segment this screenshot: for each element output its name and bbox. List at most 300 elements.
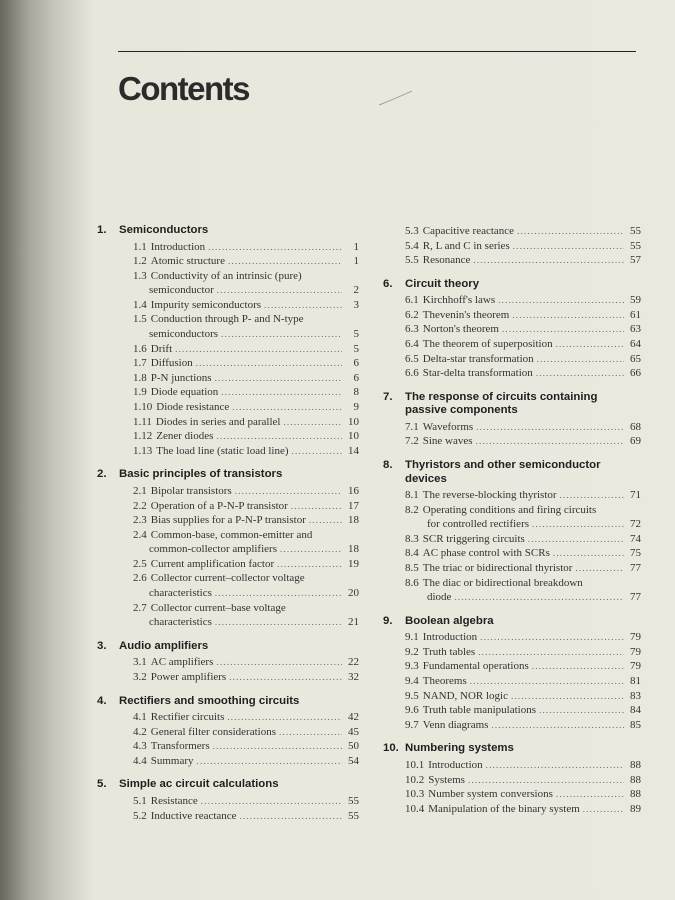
- page-number: 79: [630, 645, 641, 658]
- section-number: 1.9: [133, 386, 147, 399]
- dot-leader: [216, 655, 342, 670]
- toc-entry: [383, 659, 641, 674]
- section-title: The load line (static load line): [156, 444, 289, 457]
- contents-column-right: [383, 224, 641, 826]
- section-number: 7.2: [405, 435, 419, 448]
- section-title-wrap: [149, 542, 345, 557]
- section-number: 10.2: [405, 773, 425, 786]
- section-title: Kirchhoff's laws: [422, 294, 496, 307]
- toc-entry: [97, 615, 359, 630]
- section-title-wrap: [423, 253, 627, 268]
- page-number: 20: [348, 587, 359, 600]
- page-number: 6: [353, 371, 359, 384]
- dot-leader: [292, 444, 342, 459]
- section-title-wrap: [423, 703, 627, 718]
- dot-leader: [264, 298, 342, 313]
- dot-leader: [476, 434, 624, 449]
- section-number: 6.3: [405, 323, 419, 336]
- section-number: 1.8: [133, 371, 147, 384]
- dot-leader: [291, 499, 342, 514]
- section-number: 1.13: [133, 444, 153, 457]
- dot-leader: [486, 758, 624, 773]
- toc-entry: [383, 293, 641, 308]
- toc-entry: [383, 590, 641, 605]
- section-number: 1.12: [133, 430, 153, 443]
- chapter-number: 8.: [383, 459, 393, 472]
- section-title: Diode equation: [150, 386, 219, 399]
- dot-leader: [539, 703, 624, 718]
- toc-entry: [97, 356, 359, 371]
- page-number: 81: [630, 675, 641, 688]
- page-number: 9: [353, 401, 359, 414]
- toc-entry: [97, 499, 359, 514]
- section-title: Resonance: [422, 254, 471, 267]
- section-number: 1.2: [133, 255, 147, 268]
- toc-entry: [97, 710, 359, 725]
- section-number: 3.2: [133, 670, 147, 683]
- section-title: AC amplifiers: [150, 656, 214, 669]
- section-title-wrap: [423, 645, 627, 660]
- section-number: 5.1: [133, 794, 147, 807]
- chapter-section: [383, 615, 641, 733]
- dot-leader: [213, 739, 342, 754]
- toc-entry: [383, 322, 641, 337]
- section-title: The reverse-blocking thyristor: [422, 489, 557, 502]
- section-title-wrap: [423, 488, 627, 503]
- dot-leader: [201, 794, 342, 809]
- chapter-number: 2.: [97, 468, 107, 481]
- page-number: 55: [348, 809, 359, 822]
- section-title-wrap: [428, 802, 627, 817]
- section-title-wrap: [423, 308, 627, 323]
- section-title: Bias supplies for a P-N-P transistor: [150, 514, 306, 527]
- contents-column-left: [97, 224, 359, 833]
- page-number: 42: [348, 711, 359, 724]
- section-number: 10.4: [405, 802, 425, 815]
- section-number: 8.4: [405, 547, 419, 560]
- chapter-section: [97, 640, 359, 685]
- section-title: Venn diagrams: [422, 718, 489, 731]
- section-title-wrap: [151, 342, 345, 357]
- toc-entry: [97, 655, 359, 670]
- section-number: 6.5: [405, 352, 419, 365]
- section-title: Truth table manipulations: [422, 704, 537, 717]
- dot-leader: [502, 322, 624, 337]
- page-number: 88: [630, 758, 641, 771]
- section-title: Transformers: [150, 740, 210, 753]
- section-number: 9.7: [405, 718, 419, 731]
- page-number: 2: [353, 284, 359, 297]
- section-number: 1.4: [133, 298, 147, 311]
- section-title-wrap: [151, 794, 345, 809]
- dot-leader: [513, 239, 624, 254]
- chapter-heading: [383, 742, 641, 756]
- section-title-wrap: [423, 674, 627, 689]
- toc-entry: [97, 586, 359, 601]
- toc-entry: [383, 561, 641, 576]
- section-title: diode: [427, 591, 452, 604]
- section-number: 10.1: [405, 758, 425, 771]
- page-number: 79: [630, 660, 641, 673]
- toc-entry: [383, 488, 641, 503]
- page-number: 55: [348, 794, 359, 807]
- toc-entry: [97, 342, 359, 357]
- section-title: Rectifier circuits: [150, 711, 225, 724]
- dot-leader: [228, 254, 342, 269]
- section-number: 6.1: [405, 294, 419, 307]
- toc-entry: [383, 674, 641, 689]
- section-title: Introduction: [428, 758, 483, 771]
- section-title-wrap: [151, 670, 345, 685]
- dot-leader: [175, 342, 342, 357]
- toc-entry: [97, 385, 359, 400]
- chapter-section: [383, 742, 641, 816]
- chapter-number: 1.: [97, 224, 107, 236]
- section-number: 1.3: [133, 269, 147, 282]
- section-title: Drift: [150, 342, 173, 355]
- toc-entry: [97, 670, 359, 685]
- chapter-section: [383, 391, 641, 449]
- chapter-section: [97, 695, 359, 769]
- section-number: 2.3: [133, 514, 147, 527]
- dot-leader: [556, 337, 624, 352]
- section-title-wrap: [423, 630, 627, 645]
- section-number: 2.7: [133, 601, 147, 614]
- dot-leader: [208, 240, 342, 255]
- section-title-wrap: [149, 586, 345, 601]
- section-title: Bipolar transistors: [150, 484, 232, 497]
- section-title: Introduction: [422, 631, 478, 644]
- chapter-section: [383, 224, 641, 268]
- toc-entry-line: [383, 503, 641, 518]
- toc-entry: [97, 444, 359, 459]
- section-number: 1.5: [133, 313, 147, 326]
- toc-entry: [97, 283, 359, 298]
- page-number: 3: [353, 298, 359, 311]
- toc-entry: [383, 773, 641, 788]
- pen-stroke-mark: [378, 88, 414, 108]
- section-number: 4.3: [133, 740, 147, 753]
- page-number: 6: [353, 357, 359, 370]
- section-number: 5.2: [133, 809, 147, 822]
- toc-entry-line: [97, 269, 359, 284]
- section-title-wrap: [423, 293, 627, 308]
- section-title: Systems: [428, 773, 465, 786]
- section-title: Theorems: [422, 675, 467, 688]
- toc-entry: [97, 429, 359, 444]
- section-title-wrap: [151, 513, 345, 528]
- section-title: Truth tables: [422, 645, 476, 658]
- page-number: 77: [630, 591, 641, 604]
- section-title: Zener diodes: [156, 430, 214, 443]
- chapter-title: Basic principles of transistors: [119, 468, 283, 481]
- page-number: 61: [630, 308, 641, 321]
- dot-leader: [196, 356, 342, 371]
- section-title: P-N junctions: [150, 371, 212, 384]
- section-number: 6.4: [405, 338, 419, 351]
- section-number: 4.2: [133, 725, 147, 738]
- toc-entry: [383, 239, 641, 254]
- section-title: Collector current–base voltage: [150, 601, 286, 614]
- section-title-wrap: [156, 400, 345, 415]
- section-title-wrap: [149, 327, 345, 342]
- toc-entry: [383, 352, 641, 367]
- section-number: 9.3: [405, 660, 419, 673]
- toc-entry: [97, 542, 359, 557]
- book-spine-shadow: [0, 0, 96, 900]
- section-title: Capacitive reactance: [422, 225, 515, 237]
- section-title: Inductive reactance: [150, 809, 237, 822]
- chapter-heading: [97, 640, 359, 654]
- section-title: Number system conversions: [428, 788, 553, 801]
- section-number: 3.1: [133, 656, 147, 669]
- chapter-heading: [383, 278, 641, 292]
- section-title-wrap: [151, 557, 345, 572]
- chapter-section: [97, 224, 359, 458]
- page-number: 72: [630, 518, 641, 531]
- page-number: 83: [630, 689, 641, 702]
- dot-leader: [215, 586, 342, 601]
- section-title: Atomic structure: [150, 255, 225, 268]
- chapter-heading: [97, 468, 359, 482]
- chapter-number: 3.: [97, 639, 107, 652]
- dot-leader: [283, 415, 342, 430]
- section-title: Summary: [150, 754, 194, 767]
- dot-leader: [215, 615, 342, 630]
- section-number: 1.11: [133, 415, 152, 428]
- section-title-wrap: [423, 689, 627, 704]
- toc-entry: [97, 725, 359, 740]
- dot-leader: [498, 293, 624, 308]
- section-title-wrap: [151, 725, 345, 740]
- toc-entry: [97, 809, 359, 824]
- page-number: 1: [353, 240, 359, 253]
- dot-leader: [575, 561, 624, 576]
- page-number: 18: [348, 543, 359, 556]
- section-title: Thevenin's theorem: [422, 308, 510, 321]
- toc-entry: [383, 224, 641, 239]
- dot-leader: [560, 488, 624, 503]
- section-title-wrap: [151, 385, 345, 400]
- toc-entry: [383, 434, 641, 449]
- header-rule: [118, 51, 636, 52]
- section-title: Diodes in series and parallel: [155, 415, 281, 428]
- page-number: 85: [630, 718, 641, 731]
- section-title: characteristics: [149, 616, 212, 629]
- dot-leader: [532, 517, 624, 532]
- section-title: The triac or bidirectional thyristor: [422, 562, 573, 574]
- dot-leader: [476, 420, 624, 435]
- dot-leader: [309, 513, 342, 528]
- toc-entry: [97, 254, 359, 269]
- chapter-heading: [97, 695, 359, 709]
- page-number: 32: [348, 670, 359, 683]
- chapter-title: Thyristors and other semiconductor devices: [405, 459, 601, 485]
- chapter-number: 9.: [383, 614, 393, 627]
- section-number: 9.5: [405, 689, 419, 702]
- dot-leader: [215, 371, 342, 386]
- section-title-wrap: [423, 420, 627, 435]
- section-number: 5.3: [405, 225, 419, 237]
- toc-entry: [383, 787, 641, 802]
- section-title-wrap: [151, 710, 345, 725]
- section-number: 2.1: [133, 484, 147, 497]
- dot-leader: [279, 725, 342, 740]
- toc-entry: [383, 718, 641, 733]
- section-title-wrap: [151, 809, 345, 824]
- chapter-title: Boolean algebra: [405, 614, 494, 627]
- toc-entry: [383, 253, 641, 268]
- section-title-wrap: [151, 655, 345, 670]
- dot-leader: [511, 689, 624, 704]
- dot-leader: [512, 308, 624, 323]
- section-title-wrap: [151, 371, 345, 386]
- section-title: Current amplification factor: [150, 557, 275, 570]
- dot-leader: [235, 484, 342, 499]
- chapter-number: 7.: [383, 390, 393, 403]
- section-number: 8.3: [405, 532, 419, 545]
- page-number: 59: [630, 294, 641, 307]
- section-title-wrap: [156, 429, 345, 444]
- section-title-wrap: [423, 434, 627, 449]
- section-title-wrap: [423, 659, 627, 674]
- section-title-wrap: [423, 352, 627, 367]
- toc-entry-line: [97, 528, 359, 543]
- section-title-wrap: [423, 718, 627, 733]
- section-title: Introduction: [150, 240, 206, 253]
- dot-leader: [536, 366, 624, 381]
- section-title-wrap: [427, 590, 627, 605]
- toc-entry: [383, 366, 641, 381]
- section-title-wrap: [151, 254, 345, 269]
- section-title-wrap: [423, 546, 627, 561]
- section-number: 8.1: [405, 489, 419, 502]
- section-number: 1.1: [133, 240, 147, 253]
- section-title: Conductivity of an intrinsic (pure): [150, 269, 302, 282]
- page-number: 68: [630, 420, 641, 433]
- dot-leader: [478, 645, 624, 660]
- chapter-heading: [97, 778, 359, 792]
- dot-leader: [216, 429, 342, 444]
- section-title: The theorem of superposition: [422, 338, 553, 351]
- page-number: 84: [630, 704, 641, 717]
- chapter-title: Audio amplifiers: [119, 639, 209, 652]
- section-number: 4.1: [133, 711, 147, 724]
- chapter-section: [97, 468, 359, 629]
- section-number: 1.10: [133, 401, 153, 414]
- chapter-title: Circuit theory: [405, 277, 480, 290]
- section-title: R, L and C in series: [422, 239, 510, 252]
- toc-entry: [383, 337, 641, 352]
- chapter-title: Rectifiers and smoothing circuits: [119, 694, 300, 707]
- section-title: AC phase control with SCRs: [422, 547, 550, 560]
- chapter-section: [97, 778, 359, 823]
- dot-leader: [280, 542, 342, 557]
- section-title: Conduction through P- and N-type: [150, 313, 304, 326]
- toc-entry: [97, 557, 359, 572]
- section-title: Impurity semiconductors: [150, 298, 262, 311]
- page-number: 8: [353, 386, 359, 399]
- toc-entry: [97, 513, 359, 528]
- page-number: 55: [630, 225, 641, 237]
- dot-leader: [217, 283, 342, 298]
- section-number: 9.6: [405, 704, 419, 717]
- page-number: 10: [348, 430, 359, 443]
- page-number: 66: [630, 367, 641, 380]
- dot-leader: [277, 557, 342, 572]
- section-number: 10.3: [405, 788, 425, 801]
- chapter-section: [383, 278, 641, 381]
- toc-entry-line: [383, 576, 641, 591]
- chapter-heading: [383, 615, 641, 629]
- toc-entry-line: [97, 312, 359, 327]
- chapter-number: 6.: [383, 277, 393, 290]
- section-title: semiconductor: [149, 284, 214, 297]
- page-number: 21: [348, 616, 359, 629]
- section-title: The diac or bidirectional breakdown: [422, 576, 583, 589]
- page-number: 65: [630, 352, 641, 365]
- toc-entry: [97, 371, 359, 386]
- toc-entry: [97, 739, 359, 754]
- page-number: 54: [348, 754, 359, 767]
- chapter-heading: [383, 391, 641, 418]
- page-number: 63: [630, 323, 641, 336]
- page-number: 22: [348, 656, 359, 669]
- section-title-wrap: [427, 517, 627, 532]
- chapter-title: The response of circuits containing passive components: [405, 390, 598, 417]
- section-title-wrap: [423, 224, 627, 239]
- section-title: NAND, NOR logic: [422, 689, 508, 702]
- chapter-section: [383, 459, 641, 605]
- section-title: Diode resistance: [156, 401, 230, 414]
- toc-entry: [383, 546, 641, 561]
- section-title: semiconductors: [149, 328, 219, 341]
- section-title-wrap: [423, 322, 627, 337]
- section-title-wrap: [423, 366, 627, 381]
- dot-leader: [532, 659, 624, 674]
- chapter-heading: [383, 459, 641, 486]
- toc-entry: [383, 532, 641, 547]
- page-number: 79: [630, 631, 641, 644]
- section-title: Common-base, common-emitter and: [150, 528, 313, 541]
- toc-entry: [383, 703, 641, 718]
- toc-entry: [97, 400, 359, 415]
- section-title-wrap: [151, 240, 345, 255]
- chapter-number: 10.: [383, 742, 399, 755]
- toc-entry: [383, 308, 641, 323]
- chapter-title: Numbering systems: [405, 742, 514, 755]
- toc-entry-line: [97, 571, 359, 586]
- section-title: Operation of a P-N-P transistor: [150, 499, 288, 512]
- section-title-wrap: [428, 787, 627, 802]
- dot-leader: [473, 253, 624, 268]
- toc-entry: [383, 420, 641, 435]
- section-title: Delta-star transformation: [422, 352, 534, 365]
- chapter-title: Simple ac circuit calculations: [119, 778, 279, 791]
- section-title-wrap: [151, 356, 345, 371]
- section-title-wrap: [151, 298, 345, 313]
- page-number: 16: [348, 484, 359, 497]
- dot-leader: [232, 400, 342, 415]
- section-number: 7.1: [405, 420, 419, 433]
- section-title-wrap: [423, 239, 627, 254]
- dot-leader: [229, 670, 342, 685]
- toc-entry: [97, 298, 359, 313]
- section-number: 8.5: [405, 562, 419, 574]
- page-number: 55: [630, 239, 641, 252]
- section-number: 2.6: [133, 572, 147, 585]
- toc-entry: [383, 517, 641, 532]
